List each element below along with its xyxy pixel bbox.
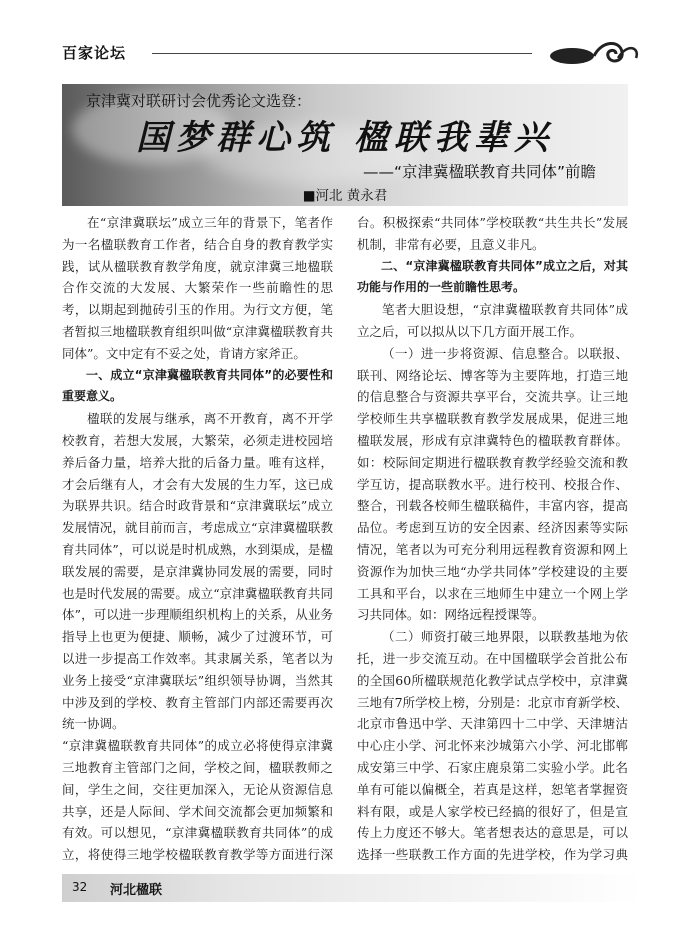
paragraph: 楹联的发展与继承，离不开教育，离不开学校教育，若想大发展，大繁荣，必须走进校园培养后备力量，培养大批的后备力量。唯有这样，才会后继有人，才会有大发展的生力军，这已成为联界共识。结合时政背景和“京津冀联坛”成立发展情况，就目前而言，考虑成立“京津冀楹联教育共同体”，可以说是时机成熟，水到渠成，是楹联发展的需要，是京津冀协同发展的需要，同时也是时代发展的需要。成立“京津冀楹联教育共同体”，可以进一步理顺组织机构上的关系，从业务指导上也更为便捷、顺畅，减少了过渡环节，可以进一步提高工作效率。其隶属关系，笔者以为业务上接受“京津冀联坛”组织领导协调，当然其中涉及到的学校、教育主管部门内部还需要再次统一协调。 <box>62 411 333 732</box>
page-number: 32 <box>72 880 88 894</box>
section-tag: 百家论坛 <box>62 44 127 62</box>
title-banner <box>62 84 628 206</box>
magazine-name: 河北楹联 <box>110 883 163 898</box>
page-footer <box>62 874 642 902</box>
article-byline: ■河北 黄永君 <box>302 188 388 204</box>
paragraph: 笔者大胆设想，“京津冀楹联教育共同体”成立之后，可以拟从以下几方面开展工作。 <box>357 302 628 339</box>
left-column <box>62 212 333 864</box>
paragraph: （一）进一步将资源、信息整合。以联报、联刊、网络论坛、博客等为主要阵地，打造三地的信息整合与资源共享平台，交流共享。让三地学校师生共享楹联教育教学发展成果，促进三地楹联发展，形成有京津冀特色的楹联教育群体。如：校际间定期进行楹联教育教学经验交流和教学互访，提高联教水平。进行校刊、校报合作、整合，刊载各校师生楹联稿件，丰富内容，提高品位。考虑到互访的安全因素、经济因素等实际情况，笔者以为可充分利用远程教育资源和网上资源作为加快三地“办学共同体”学校建设的主要工具和平台，以求在三地师生中建立一个网上学习共同体。如：网络远程授课等。 <box>357 345 628 623</box>
right-column <box>357 212 628 864</box>
paragraph: （二）师资打破三地界限，以联教基地为依托，进一步交流互动。在中国楹联学会首批公布的全国60所楹联规范化教学试点学校中，京津冀三地有7所学校上榜，分别是：北京市育新学校、北京市鲁迅中学、天津第四十二中学、天津塘沽中心庄小学、河北怀来沙城第六小学、河北邯郸成安第三中学、石家庄鹿泉第二实验小学。此名单有可能以偏概全，若真是这样，恕笔者掌握资料有限，或是人家学校已经搞的很好了，但是宣传上力度还不够大。笔者想表达的意思是，可以选择一些联教工作方面的先进学校，作为学习典 <box>357 629 628 863</box>
section-heading: 一、成立“京津冀楹联教育共同体”的必要性和重要意义。 <box>62 367 333 404</box>
page-header <box>62 40 642 66</box>
header-rule <box>152 53 532 54</box>
banner-kicker: 京津冀对联研讨会优秀论文选登： <box>86 92 312 110</box>
swirl-ornament-icon <box>542 34 642 70</box>
article-title: 国梦群心筑 楹联我辈兴 <box>136 118 554 158</box>
article-body <box>62 212 628 864</box>
paragraph: 台。积极探索“共同体”学校联教“共生共长”发展机制，非常有必要，且意义非凡。 <box>357 215 628 252</box>
section-heading: 二、“京津冀楹联教育共同体”成立之后，对其功能与作用的一些前瞻性思考。 <box>357 258 628 295</box>
article-subtitle: ——“京津冀楹联教育共同体”前瞻 <box>362 163 596 181</box>
paragraph: “京津冀楹联教育共同体”的成立必将使得京津冀三地教育主管部门之间，学校之间，楹联教师之间，学生之间，交往更加深入，无论从资源信息共享，还是人际间、学术间交流都会更加频繁和有效。可以想见，“京津冀楹联教育共同体”的成立，将使得三地学校楹联教育教学等方面进行深 <box>62 738 333 863</box>
paragraph: 在“京津冀联坛”成立三年的背景下，笔者作为一名楹联教育工作者，结合自身的教育教学实践，试从楹联教育教学角度，就京津冀三地楹联合作交流的大发展、大繁荣作一些前瞻性的思考，以期起到抛砖引玉的作用。为行文方便，笔者暂拟三地楹联教育组织叫做“京津冀楹联教育共同体”。文中定有不妥之处，肯请方家斧正。 <box>62 215 333 361</box>
